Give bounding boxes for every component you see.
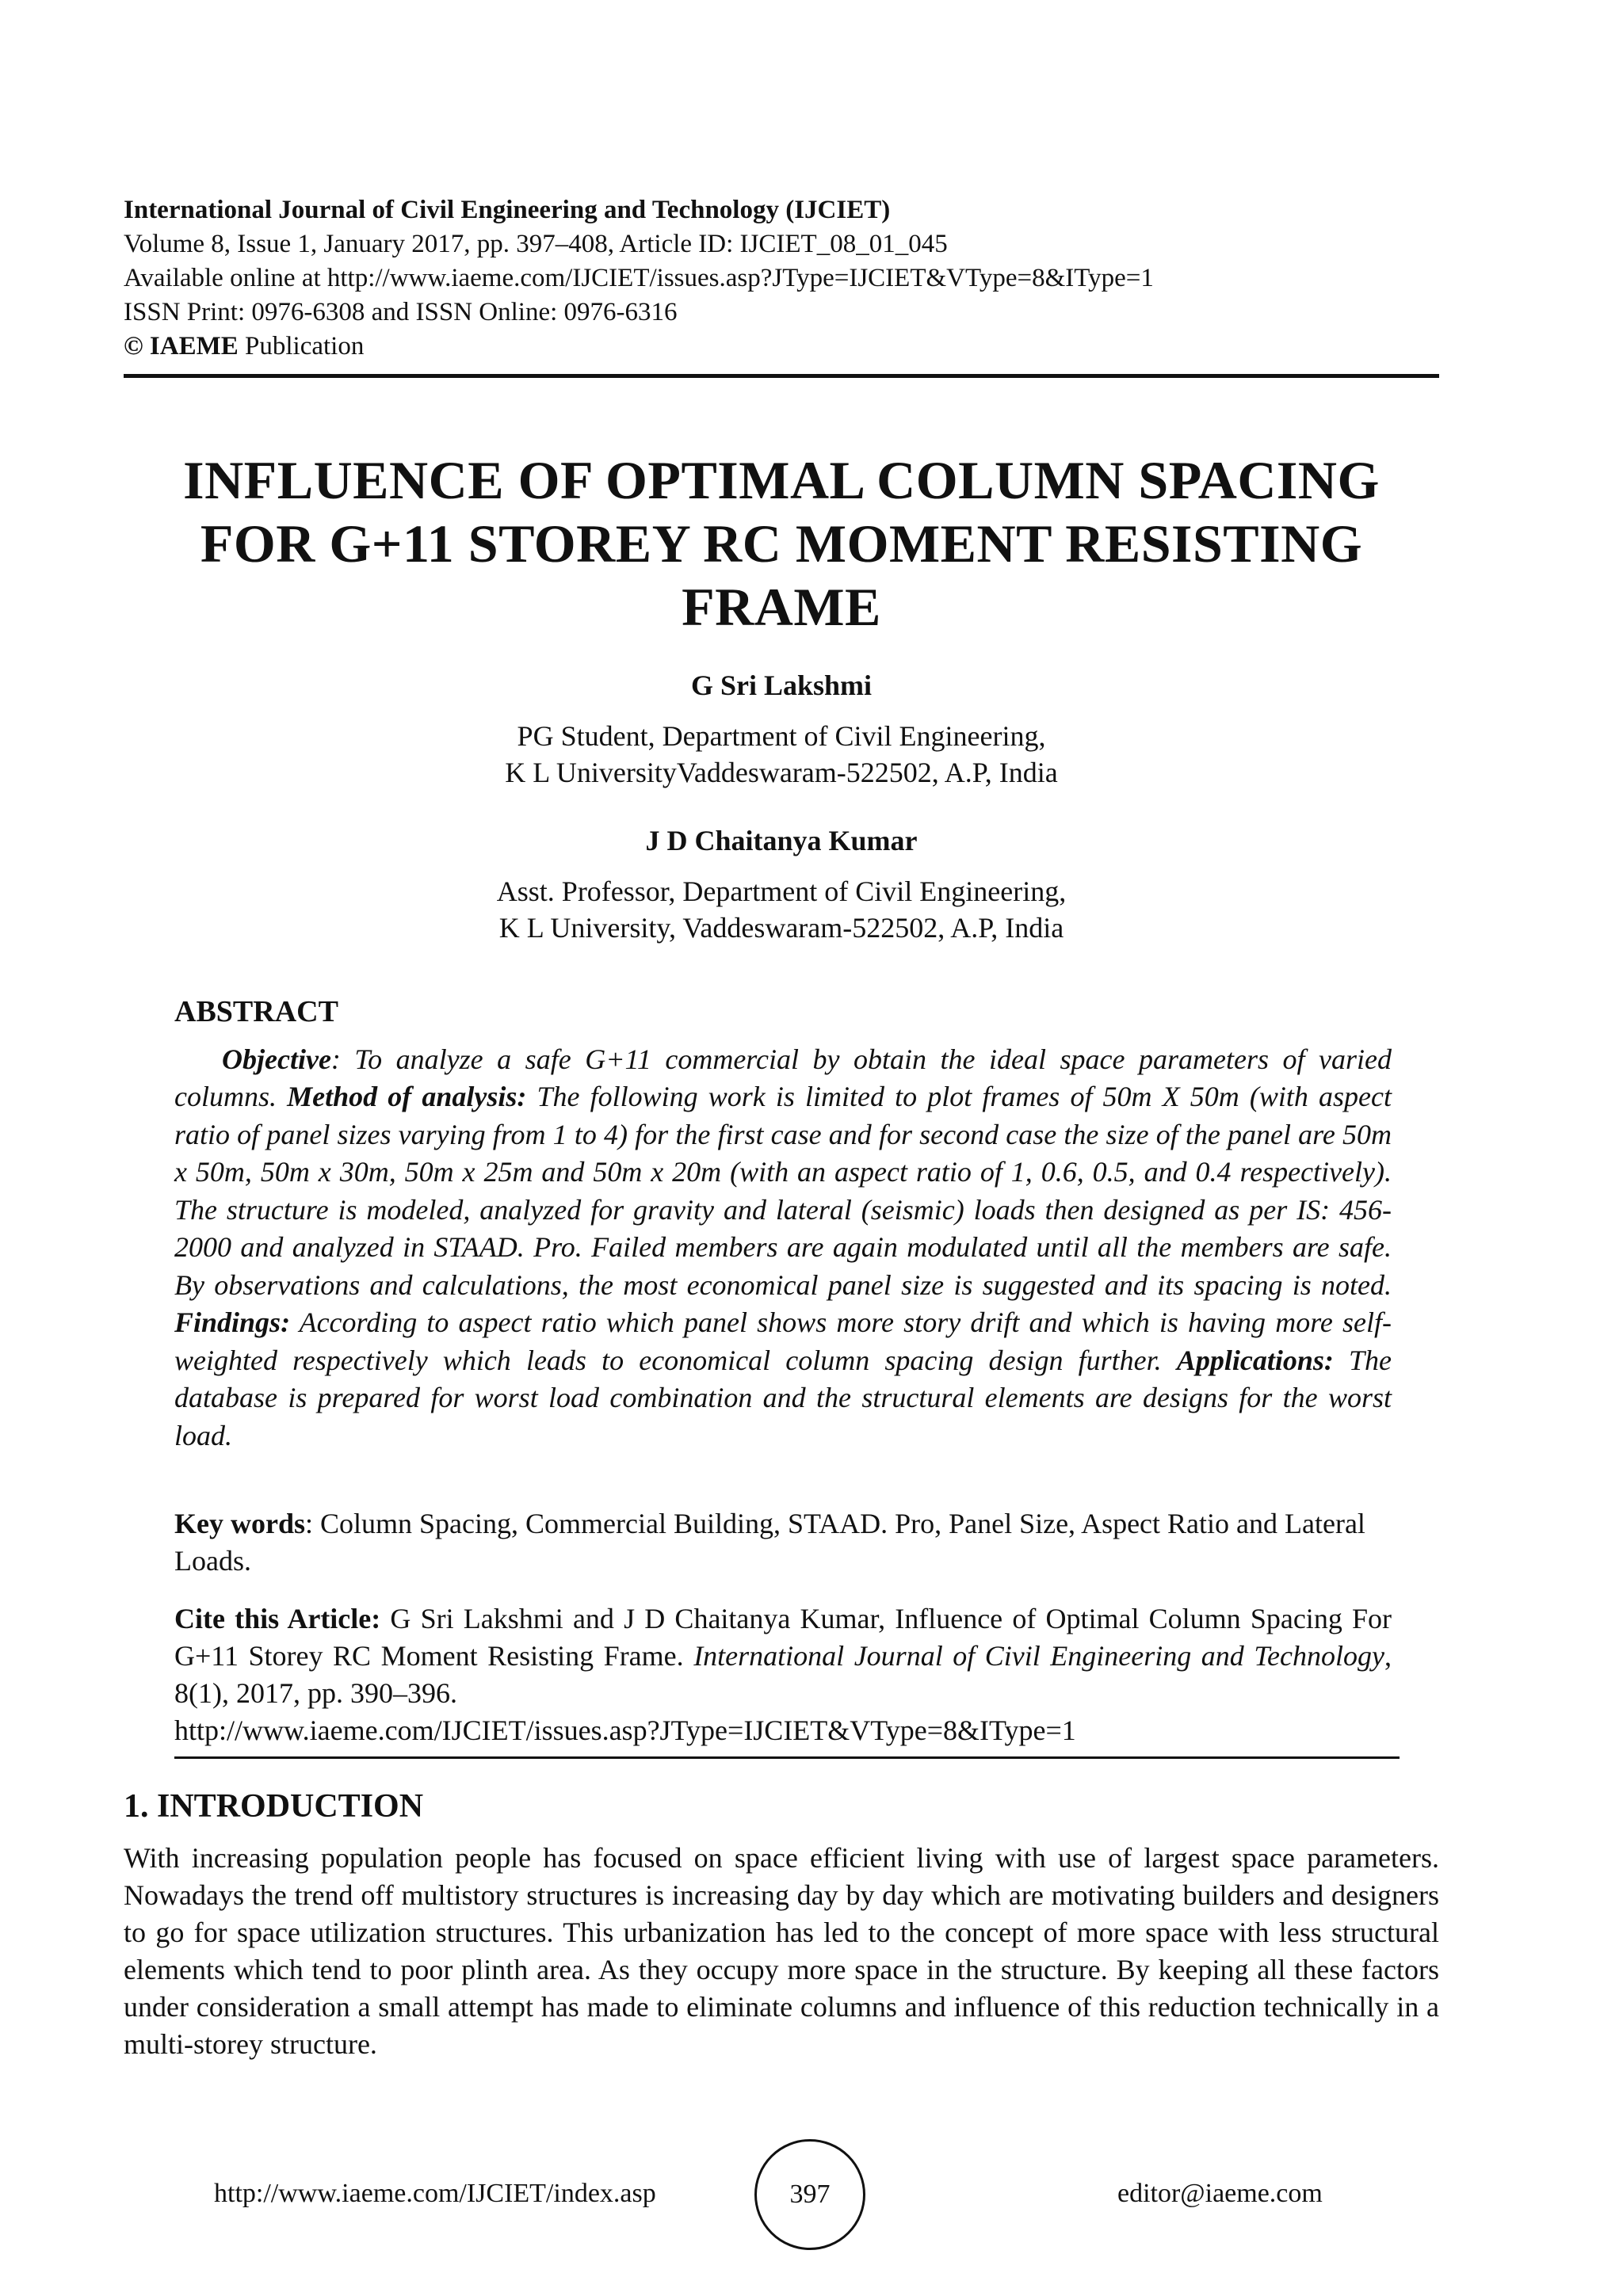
footer-email[interactable]: editor@iaeme.com xyxy=(1117,2179,1323,2208)
abstract-heading: ABSTRACT xyxy=(174,995,338,1028)
introduction-body: With increasing population people has focused on space efficient living with use of largest space parameters. Nowadays the trend off multistory structures is increasing day by day which are motivating builders and designers to go for space utilization structures. This urbanization has led to the concept of more space with less structural elements which tend to poor plinth area. As they occupy more space in the structure. By keeping all these factors under consideration a small attempt has made to eliminate columns and influence of this reduction technically in a multi-storey structure. xyxy=(124,1842,1439,2060)
cite-label: Cite this Article: xyxy=(174,1603,381,1634)
citation-section xyxy=(174,1600,1392,1749)
title-line-3: FRAME xyxy=(682,577,881,637)
publisher-suffix: Publication xyxy=(245,332,365,360)
copyright-icon: © xyxy=(124,332,143,360)
author-affiliation-line-2: K L University, Vaddeswaram-522502, A.P, India xyxy=(498,912,1064,944)
objective-label: Objective xyxy=(222,1043,331,1075)
cite-details: , 8(1), 2017, pp. 390–396. xyxy=(174,1640,1392,1709)
author-name: G Sri Lakshmi xyxy=(690,669,873,701)
cite-text: G Sri Lakshmi and J D Chaitanya Kumar, Influence of Optimal Column Spacing For G+11 Storey RC Moment Resisting Frame. xyxy=(174,1603,1392,1672)
page-number-badge xyxy=(754,2139,865,2250)
title-line-2: FOR G+11 STOREY RC MOMENT RESISTING xyxy=(200,513,1363,574)
author-block-1 xyxy=(124,667,1439,791)
findings-label: Findings: xyxy=(174,1306,291,1338)
paper-title xyxy=(124,448,1439,639)
publisher-line xyxy=(124,330,1439,364)
cite-url-link[interactable]: http://www.iaeme.com/IJCIET/issues.asp?JType=IJCIET&VType=8&IType=1 xyxy=(174,1714,1076,1746)
citation-divider xyxy=(174,1756,1400,1759)
author-affiliation-line-2: K L UniversityVaddeswaram-522502, A.P, India xyxy=(505,757,1058,788)
objective-text: : To analyze a safe G+11 commercial by obtain the ideal space parameters of varied columns. xyxy=(174,1043,1392,1112)
abstract-body xyxy=(174,1041,1392,1455)
cite-journal: International Journal of Civil Engineering and Technology xyxy=(693,1640,1384,1672)
header-divider xyxy=(124,374,1439,378)
volume-line: Volume 8, Issue 1, January 2017, pp. 397–408, Article ID: IJCIET_08_01_045 xyxy=(124,230,948,258)
method-text: The following work is limited to plot frames of 50m X 50m (with aspect ratio of panel sizes varying from 1 to 4) for the first case and for second case the size of the panel are 50m x 50m, 50m x 30m, 50m x 25m and 50m x 20m (with an aspect ratio of 1, 0.6, 0.5, and 0.4 respectively). The structure is modeled, analyzed for gravity and lateral (seismic) loads then designed as per IS: 456-2000 and analyzed in STAAD. Pro. Failed members are again modulated until all the members are safe. By observations and calculations, the most economical panel size is suggested and its spacing is noted. xyxy=(174,1081,1392,1301)
applications-label: Applications: xyxy=(1176,1344,1334,1376)
applications-text: The database is prepared for worst load combination and the structural elements are designs for the worst load. xyxy=(174,1344,1392,1451)
keywords-text: : Column Spacing, Commercial Building, STAAD. Pro, Panel Size, Aspect Ratio and Lateral Loads. xyxy=(174,1508,1365,1577)
page-number: 397 xyxy=(789,2180,831,2209)
findings-text: According to aspect ratio which panel shows more story drift and which is having more self-weighted respectively which leads to economical column spacing design further. xyxy=(174,1306,1392,1376)
author-block-2 xyxy=(124,822,1439,946)
abstract-section xyxy=(174,994,1392,1455)
author-affiliation-line-1: PG Student, Department of Civil Engineering, xyxy=(517,720,1046,752)
title-line-1: INFLUENCE OF OPTIMAL COLUMN SPACING xyxy=(183,450,1380,510)
author-affiliation-line-1: Asst. Professor, Department of Civil Engineering, xyxy=(496,875,1067,907)
footer-journal-url[interactable]: http://www.iaeme.com/IJCIET/index.asp xyxy=(214,2179,656,2208)
journal-title: International Journal of Civil Engineering and Technology (IJCIET) xyxy=(124,196,891,224)
author-name: J D Chaitanya Kumar xyxy=(645,825,918,856)
keywords-section xyxy=(174,1505,1392,1580)
introduction-heading: 1. INTRODUCTION xyxy=(124,1788,424,1825)
issn-line: ISSN Print: 0976-6308 and ISSN Online: 0976-6316 xyxy=(124,298,678,326)
method-label: Method of analysis: xyxy=(287,1081,527,1112)
journal-header xyxy=(124,193,1439,364)
keywords-label: Key words xyxy=(174,1508,305,1539)
available-online-line: Available online at http://www.iaeme.com/IJCIET/issues.asp?JType=IJCIET&VType=8&IType=1 xyxy=(124,264,1154,292)
publisher-name: IAEME xyxy=(149,332,239,360)
